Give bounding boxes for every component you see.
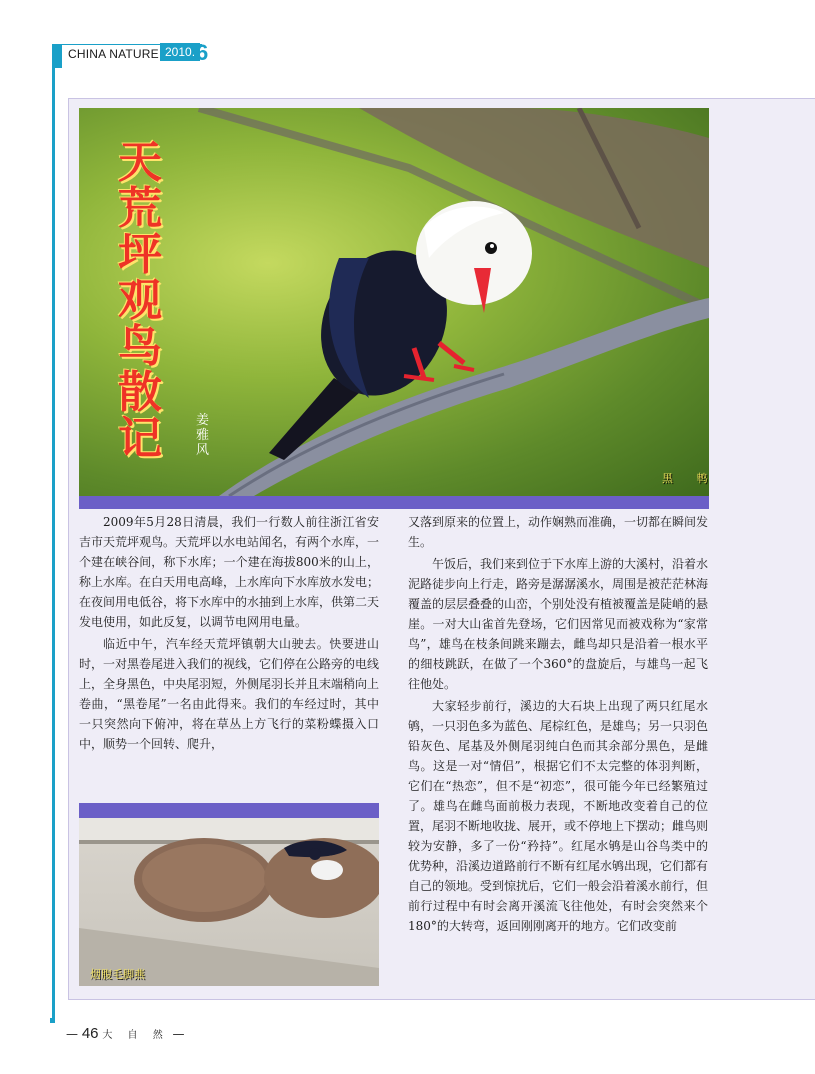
- author-char-3: 风: [196, 443, 210, 458]
- inset-photo: [79, 818, 379, 986]
- main-photo-caption: 黑 鹎: [662, 472, 718, 485]
- main-photo: [79, 108, 709, 496]
- footer-dash-right: —: [172, 1027, 185, 1041]
- inset-photo-caption: 烟腹毛脚燕: [90, 968, 145, 981]
- magazine-name: 大 自 然: [102, 1030, 169, 1041]
- title-char-5: 鸟: [118, 321, 162, 372]
- title-char-7: 记: [118, 413, 162, 464]
- page-number: 46: [81, 1025, 99, 1042]
- title-char-4: 观: [118, 275, 162, 326]
- paragraph: 午饭后，我们来到位于下水库上游的大溪村，沿着水泥路徒步向上行走，路旁是潺潺溪水，周围是被茫茫林海覆盖的层层叠叠的山峦，个别处没有植被覆盖是陡峭的悬崖。一对大山雀首先登场，它们因常见而被戏称为“家常鸟”，雄鸟在枝条间跳来蹦去，雌鸟却只是沿着一根水平的细枝跳跃，在做了一个360°的盘旋后，与雄鸟一起飞往他处。: [408, 557, 709, 691]
- author-name: [196, 413, 212, 458]
- paragraph: 大家轻步前行，溪边的大石块上出现了两只红尾水鸲，一只羽色多为蓝色、尾棕红色，是雄鸟；另一只羽色铅灰色、尾基及外侧尾羽纯白色而其余部分黑色，是雌鸟。这是一对“情侣”，根据它们不太完整的体羽判断，它们在“热恋”，但不是“初恋”，很可能今年已经繁殖过了。雄鸟在雌鸟面前极力表现，不断地改变着自己的位置，尾羽不断地收拢、展开，或不停地上下摆动；雌鸟则较为安静，多了一份“矜持”。红尾水鸲是山谷鸟类中的优势种，沿溪边道路前行不断有红尾水鸲出现，它们都有自己的领地。受到惊扰后，它们一般会沿着溪水前行，但前行过程中有时会离开溪流飞往他处，有时会突然来个180°的大转弯，返回刚刚离开的地方。它们改变前: [408, 699, 709, 933]
- author-char-2: 雅: [196, 428, 210, 443]
- nest-illustration: [79, 818, 379, 986]
- title-char-6: 散: [118, 367, 162, 418]
- text-column-left: [79, 512, 379, 756]
- header-accent-bar: [52, 44, 62, 68]
- text-column-right: [408, 512, 708, 938]
- magazine-brand: CHINA NATURE: [68, 47, 159, 61]
- paragraph: 又落到原来的位置上，动作娴熟而准确，一切都在瞬间发生。: [408, 515, 709, 549]
- page-footer: [66, 1025, 185, 1042]
- title-char-3: 坪: [118, 229, 162, 280]
- title-char-2: 荒: [118, 183, 162, 234]
- issue-year: 2010.: [160, 43, 200, 61]
- title-char-1: 天: [118, 137, 162, 188]
- paragraph: 临近中午，汽车经天荒坪镇朝大山驶去。快要进山时，一对黑卷尾进入我们的视线，它们停在公路旁的电线上，全身黑色，中央尾羽短，外侧尾羽长并且末端稍向上卷曲，“黑卷尾”一名由此得来。我们的车经过时，其中一只突然向下俯冲，将在草丛上方飞行的菜粉蝶摄入口中，顺势一个回转、爬升，: [79, 637, 380, 751]
- inset-photo-band: [79, 803, 379, 818]
- bird-illustration: [79, 108, 709, 496]
- author-char-1: 姜: [196, 413, 210, 428]
- footer-dash-left: —: [66, 1027, 78, 1041]
- photo-band: [79, 496, 709, 509]
- footer-marker: [50, 1018, 55, 1023]
- side-rule: [52, 68, 55, 1020]
- paragraph: 2009年5月28日清晨，我们一行数人前往浙江省安吉市天荒坪观鸟。天荒坪以水电站闻名，有两个水库，一个建在峡谷间，称下水库；一个建在海拔800米的山上，称上水库。在白天用电高峰，上水库向下水库放水发电；在夜间用电低谷，将下水库中的水抽到上水库，供第二天发电使用，如此反复，以调节电网用电量。: [79, 515, 380, 629]
- issue-number: 6: [196, 40, 209, 65]
